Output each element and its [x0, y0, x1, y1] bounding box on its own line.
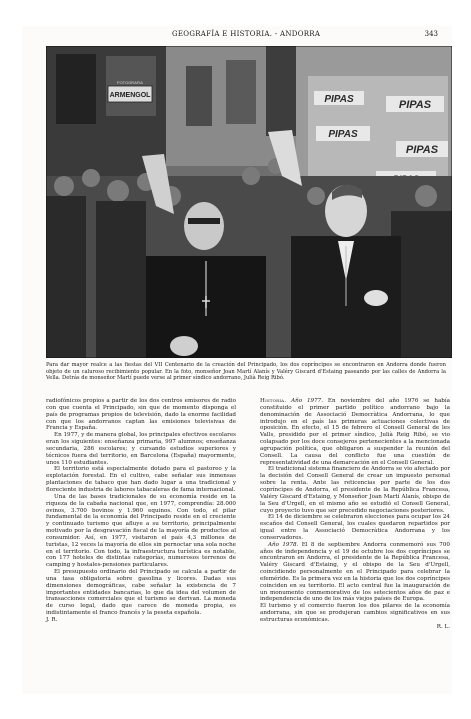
- page-number: 343: [424, 30, 438, 38]
- section-heading: Historia.: [260, 398, 287, 404]
- right-paragraph-4-text: El 8 de septiembre Andorra conmemoró sus 700 años de independencia y el 19 de octubre los dos copríncipes se encontraron en Andorra, el presidente de la República Francesa, Valéry Giscard d'Estaing, y el obispo de la Seu d'Urgell, coincidiendo personalmente en el Principado para celebrar la efeméride. Es la primera vez en la historia que los dos copríncipes coinciden en su territorio. El acto central fue la inauguración de un monumento conmemorativo de los setecientos años de paz e independencia de uno de los más viejos países de Europa.: [260, 541, 450, 603]
- shop-sign-small: FOTOGRAFIA: [117, 80, 143, 85]
- left-paragraph-1: radiofónicos propios a partir de los dos centros emisores de radio con que cuenta el Principado, sin que de momento disponga el país de programas propios de televisión, dado la enorme facilidad con que los andorranos captan las emisiones televisivas de Francia y España.: [46, 398, 236, 432]
- photo-caption: Para dar mayor realce a las fiestas del VII Centenario de la creación del Principado, los dos copríncipes se encontraron en Andorra donde fueron objeto de un caluroso recibimiento popular. En la foto, monseñor Joan Martí Alanís y Valéry Giscard d'Estaing paseando por las calles de Andorra la Vella. Detrás de monseñor Martí puede verse al primer síndico andorrano, Julià Reig Ribó.: [46, 362, 446, 382]
- shop-sign-text: ARMENGOL: [109, 92, 151, 99]
- year-1977: Año 1977.: [291, 398, 324, 404]
- right-signature: R. L.: [436, 623, 450, 630]
- pipas-sign-3: PIPAS: [328, 129, 358, 140]
- left-paragraph-5: El presupuesto ordinario del Principado se calcula a partir de una tasa obligatoria sobre gasolina y licores. Dadas sus dimensiones demográficas, cabe señalar la existencia de 7 importantes entidades bancarias, lo que da idea del volumen de transacciones comerciales que el turismo se derivan. La moneda de curso legal, dado que carece de moneda propia, es indistintamente el franco francés y la peseta española.: [46, 569, 236, 617]
- right-paragraph-2: El tradicional sistema financiero de Andorra se vio afectado por la decisión del Consell General de crear un impuesto personal sobre la renta. Ante las reticencias por parte de los dos copríncipes de Andorra, el presidente de la República Francesa, Valéry Giscard d'Estaing, y Monseñor Joan Martí Alanís, obispo de la Seu d'Urgell, en el mismo año se estudió el Consell General, cuyo proyecto tuvo que ser precedido negociaciones posteriores.: [260, 466, 450, 514]
- left-paragraph-3: El territorio está especialmente dotado para el pastoreo y la explotación forestal. En el cultivo, cabe señalar sus inmensas plantaciones de tabaco que han dado lugar a una tradicional y floreciente industria de labores tabacaleras de fama internacional.: [46, 466, 236, 493]
- right-paragraph-4: [260, 542, 450, 604]
- right-paragraph-3: El 14 de diciembre se celebraron elecciones para ocupar los 24 escaños del Consell General, los cuales quedaron repartidos por igual entre la Associació Democràtica Andorrana y los conservadores.: [260, 514, 450, 541]
- year-1978: Año 1978.: [268, 541, 299, 548]
- right-paragraph-1: [260, 398, 450, 466]
- left-column: [46, 398, 236, 624]
- pipas-sign-1: PIPAS: [324, 94, 354, 105]
- running-header: [22, 28, 452, 40]
- left-signature: J. R.: [46, 617, 58, 623]
- right-paragraph-5-text: El turismo y el comercio fueron los dos pilares de la economía andorrana, sin que se produjeran cambios significativos en sus estructuras económicas.: [260, 603, 450, 623]
- left-paragraph-4: Una de las bases tradicionales de su economía reside en la riqueza de la cabaña nacional que, en 1977, comprendía: 28.000 ovinos, 3.700 bovinos y 1.960 equinos. Con todo, el pilar fundamental de la economía del Principado reside en el creciente y continuado turismo que afluye a su territorio, principalmente motivado por la desgravación fiscal de la mayoría de productos al consumidor. Así, en 1977, visitaron el país 4,3 millones de turistas, 12 veces la mayoría de ellos sin pernoctar una sola noche en el territorio. Con todo, la infraestructura turística es notable, con 177 hoteles de distintas categorías, numerosos terrenos de camping y hostales-pensiones particulares.: [46, 493, 236, 569]
- pipas-sign-2: PIPAS: [398, 99, 432, 111]
- running-title: GEOGRAFÍA E HISTORIA. - ANDORRA: [172, 30, 321, 38]
- right-column: [260, 398, 450, 631]
- document-page: [22, 26, 452, 694]
- pipas-sign-4: PIPAS: [405, 144, 439, 156]
- photograph: [46, 46, 452, 358]
- right-paragraph-5: [260, 603, 450, 624]
- left-paragraph-2: En 1977, y de manera global, los principales efectivos escolares eran los siguientes: enseñanza primaria, 997 alumnos; enseñanza secundaria, 286 escolares; y cursando estudios superiores y técnicos fuera del territorio, en Barcelona (España) mayormente, unos 110 estudiantes.: [46, 432, 236, 466]
- right-paragraph-1-text: En noviembre del año 1976 se había constituido el primer partido político andorrano bajo la denominación de Associació Democràtica Andorrana, lo que introdujo en el país las primeras actuaciones colectivas de oposición. En efecto, el 15 de febrero el Consell General de les Valls, presidido por el primer síndico, Julià Reig Ribó, se vio colapsado por los doce consejeros pertenecientes a la mencionada agrupación política, que obligaron a suspender la reunión del Consell. La causa del conflicto fue una cuestión de representatividad de una demarcación en el Consell General.: [260, 398, 451, 466]
